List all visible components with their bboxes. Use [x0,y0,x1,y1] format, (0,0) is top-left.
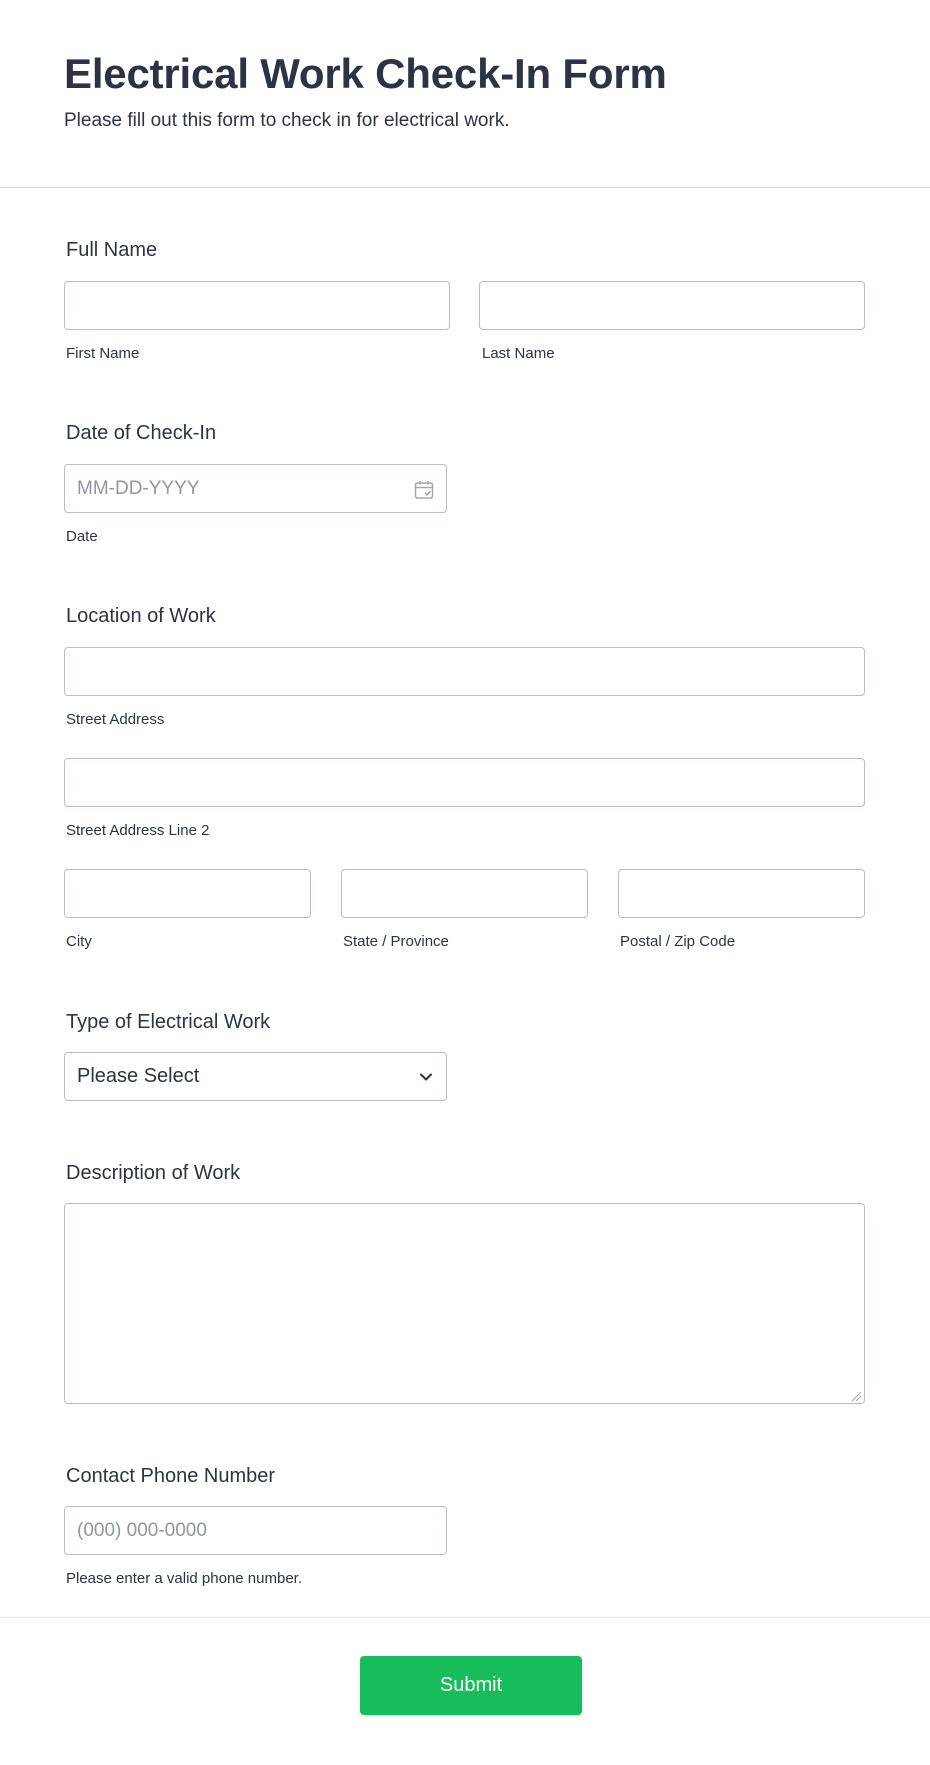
street-address-input[interactable] [64,647,865,696]
submit-button[interactable]: Submit [360,1656,582,1715]
full-name-label: Full Name [66,239,158,261]
phone-label: Contact Phone Number [66,1465,276,1487]
calendar-icon[interactable] [413,479,435,501]
date-sublabel: Date [66,528,98,545]
street-address-line2-sublabel: Street Address Line 2 [66,822,210,839]
form-header [0,0,930,188]
location-label: Location of Work [66,605,216,627]
city-sublabel: City [66,933,92,950]
street-address-line2-input[interactable] [64,758,865,807]
street-address-sublabel: Street Address [66,711,165,728]
phone-sublabel: Please enter a valid phone number. [66,1570,302,1587]
last-name-sublabel: Last Name [482,345,555,362]
work-type-selected-value: Please Select [77,1065,200,1087]
form-subtitle: Please fill out this form to check in for electrical work. [64,110,510,131]
first-name-sublabel: First Name [66,345,140,362]
postal-zip-input[interactable] [618,869,865,918]
date-label: Date of Check-In [66,422,217,444]
first-name-input[interactable] [64,281,450,330]
phone-input[interactable] [64,1506,447,1555]
form-title: Electrical Work Check-In Form [64,50,667,97]
work-type-label: Type of Electrical Work [66,1011,271,1033]
city-input[interactable] [64,869,311,918]
description-label: Description of Work [66,1162,241,1184]
last-name-input[interactable] [479,281,865,330]
footer-divider [0,1617,930,1618]
postal-zip-sublabel: Postal / Zip Code [620,933,736,950]
description-textarea[interactable] [64,1203,865,1404]
resize-handle-icon[interactable] [850,1390,862,1402]
work-type-select[interactable] [64,1052,447,1101]
state-province-sublabel: State / Province [343,933,449,950]
state-province-input[interactable] [341,869,588,918]
date-input[interactable] [64,464,447,513]
chevron-down-icon [418,1069,434,1085]
